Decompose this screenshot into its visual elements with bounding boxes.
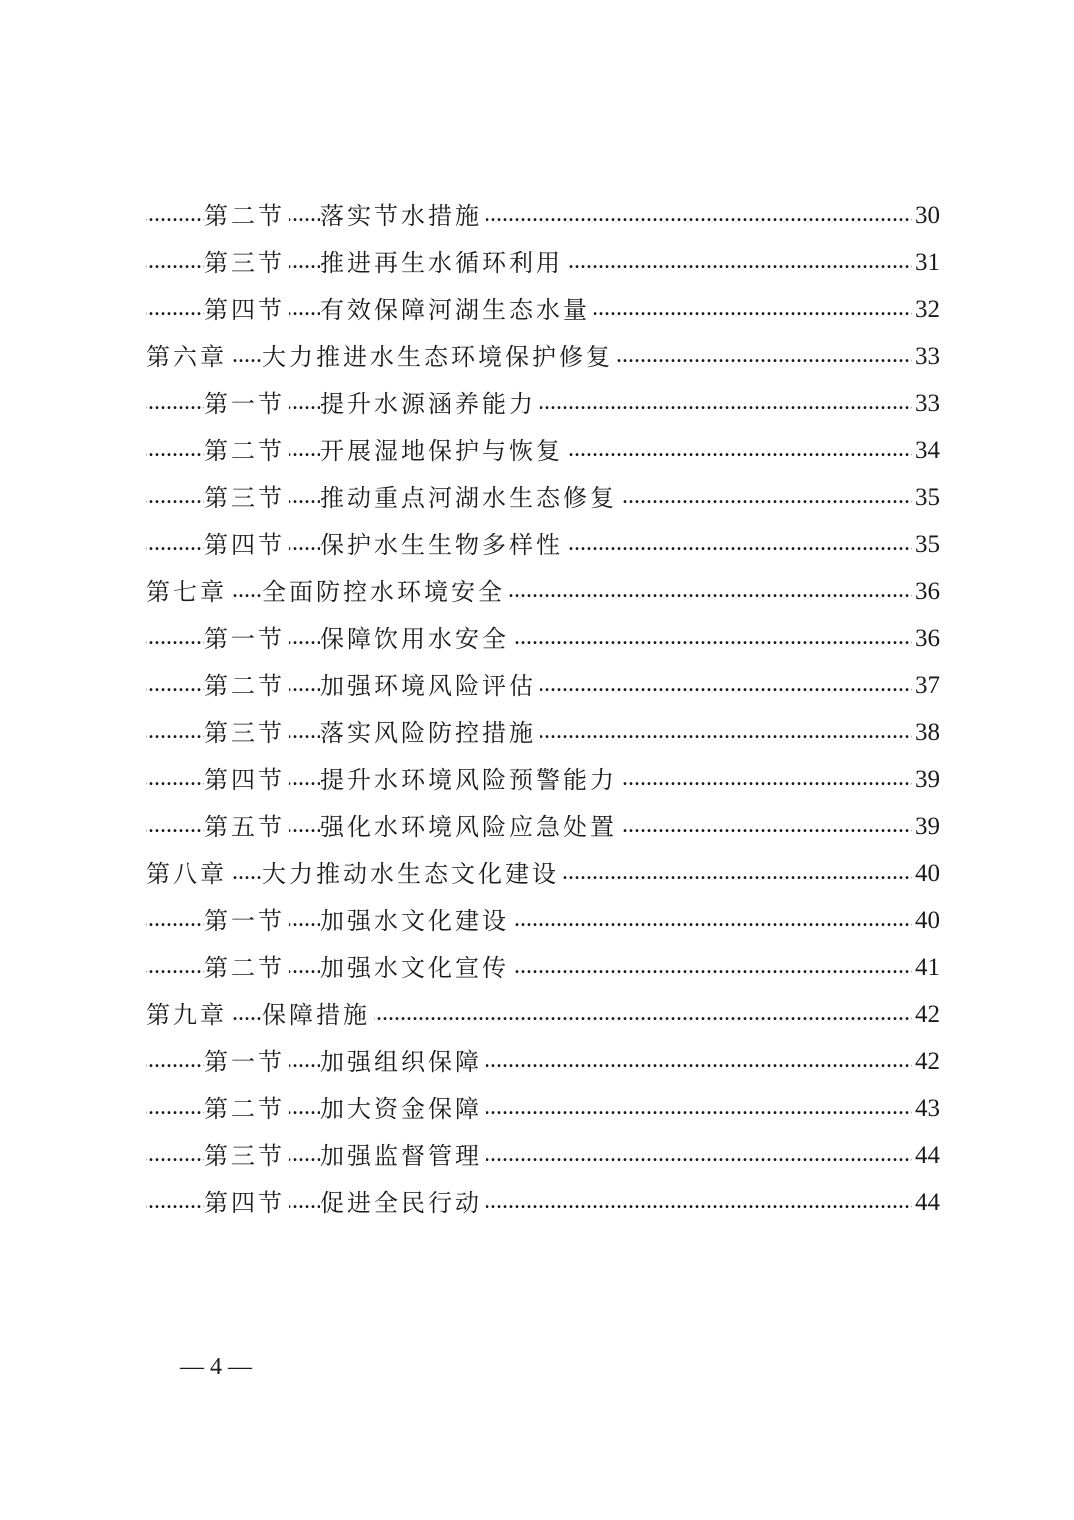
toc-section-entry[interactable]	[0, 196, 1074, 236]
toc-section-entry[interactable]	[0, 619, 1074, 659]
toc-entry-title: 加强环境风险评估	[320, 666, 540, 706]
toc-section-entry[interactable]	[0, 243, 1074, 283]
toc-chapter-entry[interactable]	[0, 337, 1074, 377]
toc-entry-page: 37	[912, 666, 940, 706]
toc-section-entry[interactable]	[0, 760, 1074, 800]
toc-entry-page: 44	[912, 1136, 940, 1176]
toc-entry-title: 大力推进水生态环境保护修复	[262, 337, 617, 377]
toc-section-entry[interactable]	[0, 525, 1074, 565]
toc-entry-title: 加强组织保障	[320, 1042, 486, 1082]
toc-entry-number: 第一节	[204, 384, 289, 424]
toc-entry-number: 第三节	[204, 713, 289, 753]
toc-chapter-entry[interactable]	[0, 995, 1074, 1035]
toc-entry-page: 36	[912, 572, 940, 612]
toc-entry-number: 第一节	[204, 901, 289, 941]
toc-entry-page: 44	[912, 1183, 940, 1223]
toc-entry-page: 40	[912, 901, 940, 941]
toc-entry-title: 保障饮用水安全	[320, 619, 513, 659]
toc-entry-title: 强化水环境风险应急处置	[320, 807, 621, 847]
toc-entry-page: 39	[912, 807, 940, 847]
toc-section-entry[interactable]	[0, 290, 1074, 330]
toc-entry-number: 第四节	[204, 290, 289, 330]
toc-entry-title: 加强水文化宣传	[320, 948, 513, 988]
toc-section-entry[interactable]	[0, 713, 1074, 753]
toc-chapter-entry[interactable]	[0, 572, 1074, 612]
toc-entry-number: 第四节	[204, 525, 289, 565]
toc-section-entry[interactable]	[0, 431, 1074, 471]
toc-entry-number: 第一节	[204, 619, 289, 659]
toc-entry-number: 第二节	[204, 948, 289, 988]
toc-entry-page: 32	[912, 290, 940, 330]
page-number-footer: — 4 —	[180, 1354, 252, 1380]
toc-section-entry[interactable]	[0, 1089, 1074, 1129]
toc-section-entry[interactable]	[0, 807, 1074, 847]
toc-entry-page: 43	[912, 1089, 940, 1129]
toc-section-entry[interactable]	[0, 1136, 1074, 1176]
toc-entry-title: 促进全民行动	[320, 1183, 486, 1223]
toc-entry-title: 有效保障河湖生态水量	[320, 290, 594, 330]
toc-entry-title: 大力推动水生态文化建设	[262, 854, 563, 894]
toc-entry-page: 39	[912, 760, 940, 800]
toc-entry-number: 第九章	[146, 995, 231, 1035]
toc-entry-number: 第三节	[204, 1136, 289, 1176]
toc-entry-title: 保护水生生物多样性	[320, 525, 567, 565]
toc-section-entry[interactable]	[0, 948, 1074, 988]
toc-entry-title: 推动重点河湖水生态修复	[320, 478, 621, 518]
toc-entry-title: 开展湿地保护与恢复	[320, 431, 567, 471]
toc-entry-number: 第二节	[204, 196, 289, 236]
toc-entry-page: 33	[912, 384, 940, 424]
toc-entry-number: 第五节	[204, 807, 289, 847]
toc-chapter-entry[interactable]	[0, 854, 1074, 894]
toc-entry-title: 提升水环境风险预警能力	[320, 760, 621, 800]
toc-entry-title: 全面防控水环境安全	[262, 572, 509, 612]
toc-entry-number: 第三节	[204, 243, 289, 283]
toc-entry-number: 第二节	[204, 431, 289, 471]
toc-entry-number: 第二节	[204, 1089, 289, 1129]
toc-entry-number: 第四节	[204, 760, 289, 800]
toc-section-entry[interactable]	[0, 1042, 1074, 1082]
toc-entry-number: 第八章	[146, 854, 231, 894]
toc-entry-title: 加强监督管理	[320, 1136, 486, 1176]
toc-entry-number: 第三节	[204, 478, 289, 518]
toc-entry-page: 42	[912, 995, 940, 1035]
toc-entry-number: 第二节	[204, 666, 289, 706]
toc-entry-title: 保障措施	[262, 995, 374, 1035]
toc-section-entry[interactable]	[0, 1183, 1074, 1223]
toc-entry-number: 第七章	[146, 572, 231, 612]
toc-entry-page: 35	[912, 525, 940, 565]
toc-entry-page: 42	[912, 1042, 940, 1082]
toc-entry-page: 38	[912, 713, 940, 753]
toc-section-entry[interactable]	[0, 666, 1074, 706]
toc-entry-title: 加大资金保障	[320, 1089, 486, 1129]
toc-entry-title: 提升水源涵养能力	[320, 384, 540, 424]
toc-entry-page: 36	[912, 619, 940, 659]
toc-section-entry[interactable]	[0, 478, 1074, 518]
toc-entry-title: 落实节水措施	[320, 196, 486, 236]
toc-section-entry[interactable]	[0, 901, 1074, 941]
toc-entry-number: 第六章	[146, 337, 231, 377]
toc-entry-page: 34	[912, 431, 940, 471]
toc-entry-number: 第一节	[204, 1042, 289, 1082]
toc-entry-number: 第四节	[204, 1183, 289, 1223]
toc-entry-title: 落实风险防控措施	[320, 713, 540, 753]
toc-entry-page: 33	[912, 337, 940, 377]
toc-entry-page: 41	[912, 948, 940, 988]
toc-entry-title: 加强水文化建设	[320, 901, 513, 941]
toc-entry-page: 40	[912, 854, 940, 894]
toc-entry-page: 31	[912, 243, 940, 283]
toc-entry-page: 30	[912, 196, 940, 236]
toc-section-entry[interactable]	[0, 384, 1074, 424]
toc-entry-title: 推进再生水循环利用	[320, 243, 567, 283]
toc-entry-page: 35	[912, 478, 940, 518]
